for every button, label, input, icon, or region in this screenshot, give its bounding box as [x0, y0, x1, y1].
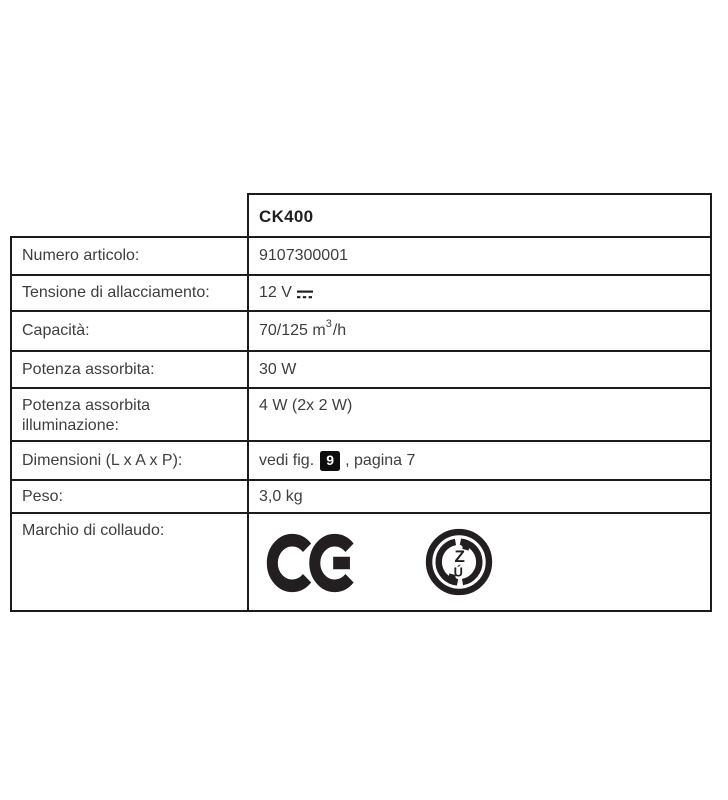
ce-mark-icon	[265, 533, 362, 593]
table-row-capacita	[12, 312, 710, 352]
szu-mark-icon	[425, 528, 493, 596]
figure-ref-suffix: , pagina 7	[345, 451, 416, 469]
row-label: Capacità:	[22, 322, 90, 339]
row-label: Dimensioni (L x A x P):	[22, 451, 183, 469]
table-row-peso	[12, 481, 710, 514]
table-row-marchio	[12, 514, 710, 610]
row-label: Marchio di collaudo:	[22, 522, 165, 539]
row-label: Tensione di allacciamento:	[22, 284, 210, 301]
figure-number-badge: 9	[320, 451, 340, 471]
row-value-logos	[247, 514, 710, 610]
row-label: Potenza assorbita:	[22, 360, 155, 378]
row-value	[247, 276, 710, 310]
row-label: Potenza assorbita illuminazione:	[22, 397, 151, 434]
row-value: 4 W (2x 2 W)	[247, 389, 710, 440]
capacity-suffix: /h	[332, 322, 347, 339]
row-value	[247, 442, 710, 479]
dc-symbol-icon	[296, 289, 315, 300]
szu-letter-u: Ú	[453, 564, 463, 580]
capacity-superscript: 3	[325, 318, 332, 331]
table-row-tensione	[12, 276, 710, 312]
certification-logos	[265, 528, 493, 596]
table-row-numero-articolo	[12, 238, 710, 276]
table-header-row	[10, 193, 712, 236]
capacity-prefix: 70/125 m	[259, 322, 326, 339]
row-value: 3,0 kg	[247, 481, 710, 512]
table-body	[10, 236, 712, 612]
row-value: 9107300001	[247, 238, 710, 274]
model-header: CK400	[247, 193, 712, 236]
table-row-potenza-illuminazione	[12, 389, 710, 442]
figure-ref-prefix: vedi fig.	[259, 451, 315, 469]
header-spacer	[10, 193, 247, 236]
szu-letter-z: Z	[454, 547, 465, 566]
row-label: Numero articolo:	[22, 247, 140, 264]
table-row-potenza	[12, 352, 710, 389]
row-value	[247, 312, 710, 350]
spec-table	[10, 193, 712, 612]
table-row-dimensioni	[12, 442, 710, 481]
voltage-text: 12 V	[259, 284, 292, 301]
row-value: 30 W	[247, 352, 710, 387]
row-label: Peso:	[22, 487, 63, 505]
